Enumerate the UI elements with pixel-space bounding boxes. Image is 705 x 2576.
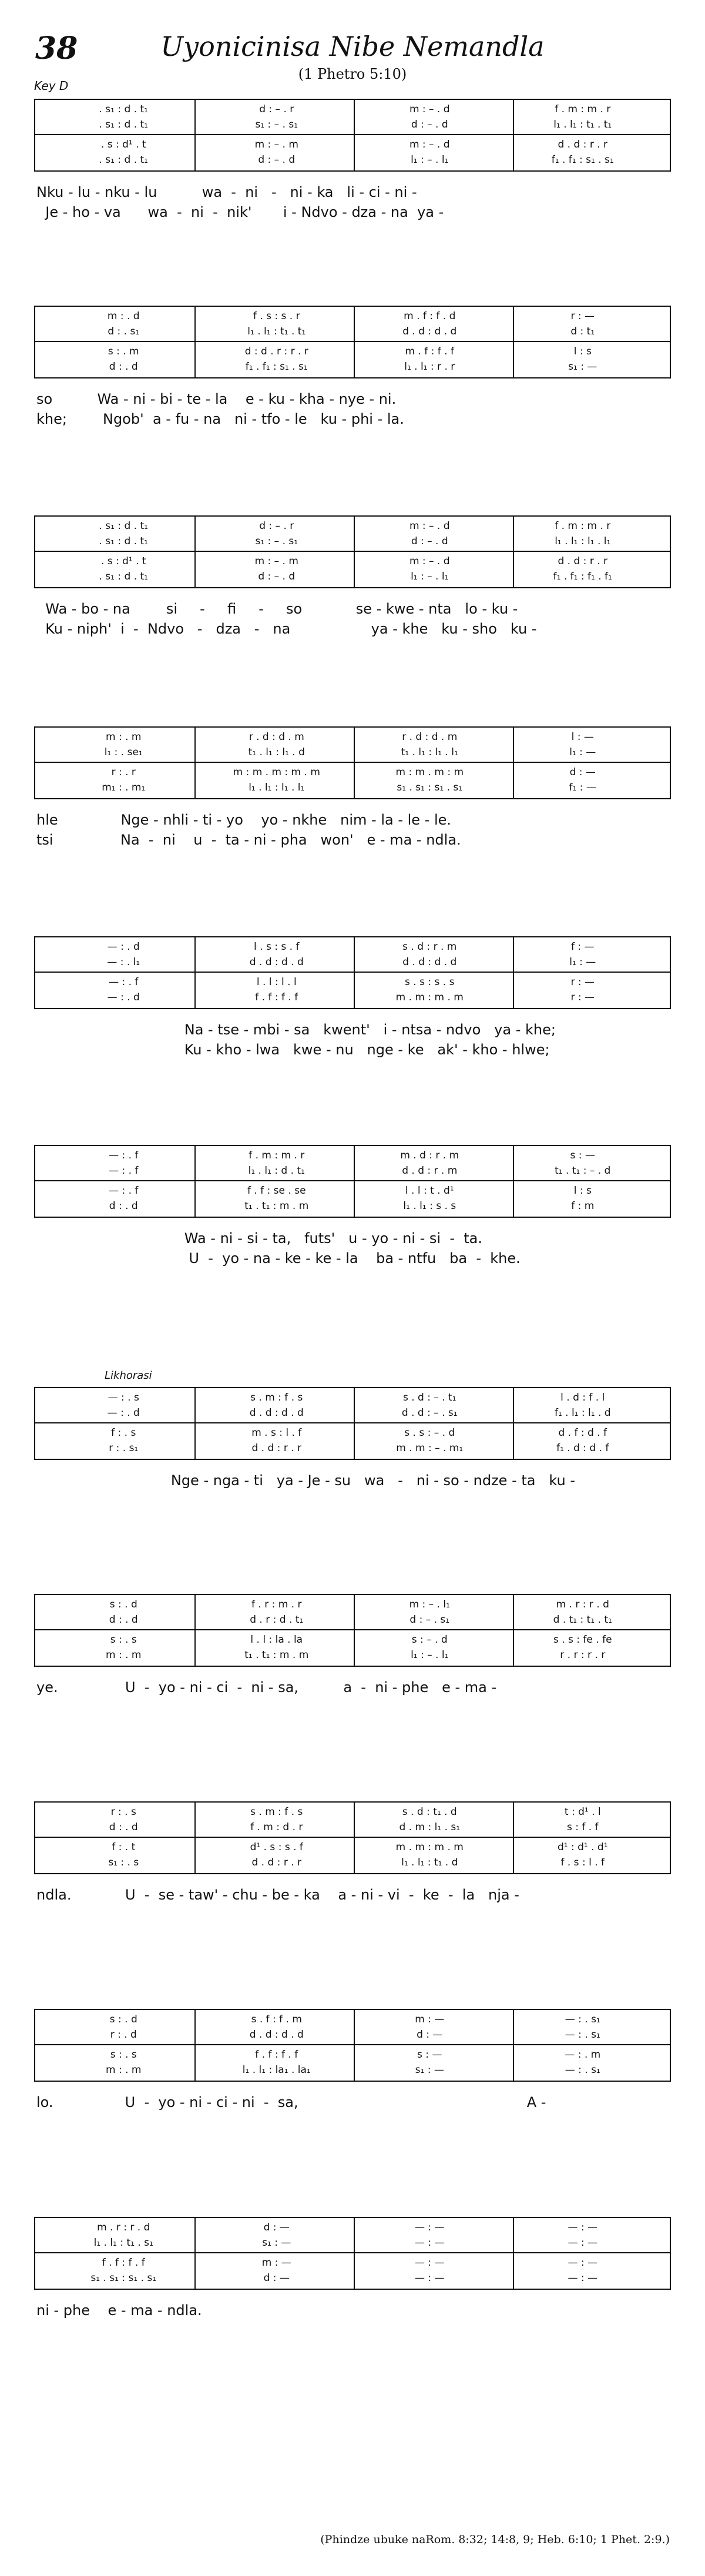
measure-notes: d¹ . s : s . f bbox=[250, 1841, 303, 1853]
measure-notes: d : — bbox=[569, 766, 596, 778]
measure-notes: — : . f bbox=[109, 1150, 139, 1161]
measure-notes: s . s : fe . fe bbox=[553, 1634, 612, 1646]
measure-notes: l . d : f . l bbox=[560, 1392, 605, 1403]
measure-notes: m . m : m . m bbox=[395, 1841, 464, 1853]
notation-staff bbox=[34, 2217, 671, 2290]
measure-notes: l₁ . l₁ : s . s bbox=[403, 1200, 456, 1212]
measure-notes: f . m : d . r bbox=[250, 1821, 303, 1833]
measure-notes: — : . d bbox=[107, 991, 140, 1003]
music-system bbox=[34, 2009, 671, 2112]
measure-notes: . s₁ : d . t₁ bbox=[99, 103, 148, 115]
voice-line bbox=[35, 344, 670, 359]
notation-staff bbox=[34, 306, 671, 378]
lyric-line: Je - ho - va wa - ni - nik' i - Ndvo - dza - na ya - bbox=[36, 204, 444, 220]
measure-notes: d : . s₁ bbox=[108, 326, 140, 337]
lyric-line: U - yo - na - ke - ke - la ba - ntfu ba - khe. bbox=[36, 1250, 521, 1267]
voice-line bbox=[35, 324, 670, 339]
lyric-line: ndla. U - se - taw' - chu - be - ka a - ni - vi - ke - la nja - bbox=[36, 1887, 519, 1903]
measure-notes: m . r : r . d bbox=[556, 1599, 609, 1610]
measure-notes: . s₁ : d . t₁ bbox=[99, 571, 148, 582]
measure-notes: d : – . s₁ bbox=[409, 1614, 450, 1626]
voice-line bbox=[35, 534, 670, 548]
notation-staff bbox=[34, 1594, 671, 1667]
measure-notes: — : . s₁ bbox=[565, 2014, 600, 2025]
measure-notes: — : — bbox=[568, 2222, 598, 2233]
measure-notes: — : — bbox=[414, 2272, 445, 2284]
voice-line bbox=[35, 2220, 670, 2235]
voice-line bbox=[35, 153, 670, 167]
measure-notes: r : . s₁ bbox=[109, 1442, 139, 1454]
measure-notes: m : — bbox=[261, 2257, 291, 2269]
measure-notes: d . d : d . d bbox=[402, 326, 457, 337]
voice-line bbox=[35, 2063, 670, 2077]
measure-notes: s . d : – . t₁ bbox=[402, 1392, 456, 1403]
measure-notes: l₁ . l₁ : t₁ . d bbox=[401, 1857, 458, 1868]
voice-line bbox=[35, 360, 670, 374]
measure-notes: d : – . d bbox=[258, 571, 296, 582]
measure-notes: d . d : d . d bbox=[249, 956, 304, 968]
measure-notes: — : — bbox=[568, 2257, 598, 2269]
measure-notes: s . s : s . s bbox=[405, 976, 455, 988]
measure-notes: m . f : f . f bbox=[405, 346, 454, 357]
music-system bbox=[34, 99, 671, 222]
measure-notes: s₁ : — bbox=[568, 361, 597, 373]
notation-staff bbox=[34, 1145, 671, 1218]
measure-notes: f . s : l . f bbox=[560, 1857, 605, 1868]
voice-line bbox=[35, 1820, 670, 1834]
measure-notes: d : . d bbox=[109, 1200, 138, 1212]
brace-divider bbox=[35, 972, 670, 973]
voice-line bbox=[35, 1199, 670, 1213]
measure-notes: s : . d bbox=[109, 1599, 137, 1610]
measure-notes: s₁ . s₁ : s₁ . s₁ bbox=[90, 2272, 157, 2284]
measure-notes: f . f : se . se bbox=[247, 1185, 306, 1197]
measure-notes: — : — bbox=[414, 2237, 445, 2249]
voice-line bbox=[35, 2012, 670, 2026]
notation-staff bbox=[34, 1801, 671, 1874]
brace-divider bbox=[35, 2252, 670, 2253]
measure-notes: d : . d bbox=[109, 1614, 138, 1626]
measure-notes: d : — bbox=[263, 2272, 290, 2284]
measure-notes: m : . m bbox=[106, 2064, 142, 2076]
measure-notes: — : . s₁ bbox=[565, 2064, 600, 2076]
measure-notes: s₁ : – . s₁ bbox=[255, 535, 298, 547]
scripture-reference: (1 Phetro 5:10) bbox=[298, 66, 407, 82]
measure-notes: f : . s bbox=[111, 1427, 136, 1439]
measure-notes: r : — bbox=[570, 310, 595, 322]
lyric-line: Ku - niph' i - Ndvo - dza - na ya - khe ku - sho ku - bbox=[36, 621, 537, 637]
notation-staff bbox=[34, 2009, 671, 2082]
measure-notes: . s₁ : d . t₁ bbox=[99, 535, 148, 547]
measure-notes: f . s : s . r bbox=[253, 310, 300, 322]
measure-notes: s . d : t₁ . d bbox=[402, 1806, 457, 1818]
measure-notes: l : s bbox=[573, 1185, 592, 1197]
measure-notes: l₁ . l₁ : t₁ . t₁ bbox=[553, 119, 612, 130]
measure-notes: d¹ : d¹ . d¹ bbox=[557, 1841, 608, 1853]
voice-line bbox=[35, 519, 670, 533]
measure-notes: f₁ . l₁ : l₁ . d bbox=[554, 1407, 611, 1419]
measure-notes: . s₁ : d . t₁ bbox=[99, 119, 148, 130]
voice-line bbox=[35, 1148, 670, 1163]
measure-notes: s . d : r . m bbox=[402, 941, 457, 953]
measure-notes: — : — bbox=[568, 2237, 598, 2249]
voice-line bbox=[35, 2236, 670, 2250]
measure-notes: d : – . r bbox=[259, 103, 294, 115]
measure-notes: d . r : d . t₁ bbox=[250, 1614, 304, 1626]
section-label: Likhorasi bbox=[105, 1369, 152, 1382]
measure-notes: m : – . d bbox=[409, 555, 450, 567]
measure-notes: s₁ : — bbox=[415, 2064, 444, 2076]
measure-notes: l₁ : – . l₁ bbox=[411, 1649, 449, 1661]
voice-line bbox=[35, 1840, 670, 1854]
measure-notes: m : – . l₁ bbox=[409, 1599, 450, 1610]
measure-notes: f₁ . d : d . f bbox=[556, 1442, 609, 1454]
voice-line bbox=[35, 2256, 670, 2270]
measure-notes: l . l : la . la bbox=[250, 1634, 303, 1646]
measure-notes: d : — bbox=[417, 2029, 443, 2041]
lyric-line: Ku - kho - lwa kwe - nu nge - ke ak' - kho - hlwe; bbox=[36, 1041, 550, 1058]
measure-notes: . s : d¹ . t bbox=[100, 139, 146, 150]
measure-notes: d . d : – . s₁ bbox=[401, 1407, 458, 1419]
music-system bbox=[34, 2217, 671, 2320]
brace-divider bbox=[35, 1180, 670, 1181]
measure-notes: — : . f bbox=[109, 1165, 139, 1177]
measure-notes: f . r : m . r bbox=[251, 1599, 302, 1610]
lyric-line: ni - phe e - ma - ndla. bbox=[36, 2302, 202, 2319]
brace-divider bbox=[35, 1629, 670, 1630]
measure-notes: f : m bbox=[571, 1200, 595, 1212]
voice-line bbox=[35, 570, 670, 584]
measure-notes: d . t₁ : t₁ . t₁ bbox=[553, 1614, 612, 1626]
notation-staff bbox=[34, 515, 671, 588]
measure-notes: l : — bbox=[571, 731, 594, 743]
measure-notes: t₁ . t₁ : m . m bbox=[244, 1649, 309, 1661]
measure-notes: t₁ . t₁ : m . m bbox=[244, 1200, 309, 1212]
measure-notes: m : – . m bbox=[254, 139, 298, 150]
voice-line bbox=[35, 554, 670, 568]
measure-notes: m : – . d bbox=[409, 520, 450, 532]
measure-notes: d : d . r : r . r bbox=[244, 346, 308, 357]
measure-notes: m . m : – . m₁ bbox=[396, 1442, 464, 1454]
measure-notes: r . r : r . r bbox=[560, 1649, 606, 1661]
brace-divider bbox=[35, 1837, 670, 1838]
measure-notes: m : – . d bbox=[409, 139, 450, 150]
measure-notes: s : . s bbox=[110, 2049, 137, 2061]
hymn-title: Uyonicinisa Nibe Nemandla bbox=[160, 31, 545, 62]
voice-line bbox=[35, 1406, 670, 1420]
music-system bbox=[34, 515, 671, 639]
measure-notes: d . d : r . m bbox=[402, 1165, 458, 1177]
voice-line bbox=[35, 975, 670, 989]
brace-divider bbox=[35, 1422, 670, 1423]
measure-notes: l₁ : — bbox=[569, 956, 596, 968]
brace-divider bbox=[35, 134, 670, 135]
voice-line bbox=[35, 118, 670, 132]
measure-notes: r : . s bbox=[110, 1806, 136, 1818]
measure-notes: m . f : f . d bbox=[404, 310, 456, 322]
measure-notes: — : . f bbox=[109, 1185, 139, 1197]
music-system bbox=[34, 936, 671, 1060]
measure-notes: f₁ . f₁ : s₁ . s₁ bbox=[245, 361, 308, 373]
measure-notes: r : — bbox=[570, 976, 595, 988]
measure-notes: — : — bbox=[414, 2257, 445, 2269]
voice-line bbox=[35, 780, 670, 795]
key-signature: Key D bbox=[34, 79, 69, 93]
measure-notes: t₁ . l₁ : l₁ . d bbox=[248, 746, 305, 758]
measure-notes: t₁ . l₁ : l₁ . l₁ bbox=[401, 746, 458, 758]
measure-notes: l₁ : — bbox=[569, 746, 596, 758]
measure-notes: — : . l₁ bbox=[107, 956, 140, 968]
music-system bbox=[34, 1369, 671, 1490]
measure-notes: f : — bbox=[570, 941, 595, 953]
measure-notes: l₁ . l₁ : d . t₁ bbox=[248, 1165, 305, 1177]
measure-notes: s . m : f . s bbox=[250, 1806, 303, 1818]
measure-notes: f₁ . f₁ : f₁ . f₁ bbox=[553, 571, 612, 582]
measure-notes: l₁ . l₁ : t₁ . s₁ bbox=[93, 2237, 153, 2249]
measure-notes: f . f : f . f bbox=[255, 991, 298, 1003]
music-system bbox=[34, 1801, 671, 1905]
measure-notes: s : . s bbox=[110, 1634, 137, 1646]
voice-line bbox=[35, 309, 670, 323]
lyric-line: lo. U - yo - ni - ci - ni - sa, A - bbox=[36, 2094, 546, 2111]
measure-notes: f . f : f . f bbox=[102, 2257, 145, 2269]
measure-notes: f . m : m . r bbox=[555, 103, 611, 115]
footer-references: (Phindze ubuke naRom. 8:32; 14:8, 9; Heb. 6:10; 1 Phet. 2:9.) bbox=[320, 2533, 670, 2546]
measure-notes: d . d : d . d bbox=[402, 956, 457, 968]
measure-notes: s : . m bbox=[108, 346, 139, 357]
measure-notes: d : – . d bbox=[411, 535, 448, 547]
voice-line bbox=[35, 1613, 670, 1627]
measure-notes: m : . d bbox=[107, 310, 140, 322]
measure-notes: — : . d bbox=[107, 941, 140, 953]
voice-line bbox=[35, 990, 670, 1004]
measure-notes: r . d : d . m bbox=[402, 731, 458, 743]
measure-notes: l . l : l . l bbox=[256, 976, 297, 988]
measure-notes: d . d : r . r bbox=[558, 555, 608, 567]
measure-notes: l₁ . l₁ : t₁ . t₁ bbox=[247, 326, 306, 337]
measure-notes: r : — bbox=[570, 991, 595, 1003]
measure-notes: m : – . m bbox=[254, 555, 298, 567]
measure-notes: m : m . m : m . m bbox=[233, 766, 320, 778]
voice-line bbox=[35, 1426, 670, 1440]
measure-notes: — : . f bbox=[109, 976, 139, 988]
voice-line bbox=[35, 2048, 670, 2062]
measure-notes: m . s : l . f bbox=[251, 1427, 302, 1439]
measure-notes: — : . d bbox=[107, 1407, 140, 1419]
measure-notes: . s : d¹ . t bbox=[100, 555, 146, 567]
measure-notes: l₁ . l₁ : la₁ . la₁ bbox=[242, 2064, 311, 2076]
voice-line bbox=[35, 138, 670, 152]
measure-notes: d . d : d . d bbox=[249, 2029, 304, 2041]
measure-notes: l . l : t . d¹ bbox=[405, 1185, 454, 1197]
measure-notes: m : — bbox=[415, 2014, 445, 2025]
measure-notes: d : . d bbox=[109, 361, 138, 373]
measure-notes: s . f : f . m bbox=[251, 2014, 302, 2025]
measure-notes: — : — bbox=[414, 2222, 445, 2233]
music-system bbox=[34, 1594, 671, 1697]
lyric-line: Nku - lu - nku - lu wa - ni - ni - ka li - ci - ni - bbox=[36, 184, 417, 200]
measure-notes: s : — bbox=[417, 2049, 442, 2061]
measure-notes: — : — bbox=[568, 2272, 598, 2284]
measure-notes: m₁ : . m₁ bbox=[102, 782, 146, 793]
measure-notes: r . d : d . m bbox=[249, 731, 304, 743]
lyric-line: ye. U - yo - ni - ci - ni - sa, a - ni - phe e - ma - bbox=[36, 1679, 497, 1696]
voice-line bbox=[35, 955, 670, 969]
lyric-line: tsi Na - ni u - ta - ni - pha won' e - ma - ndla. bbox=[36, 832, 461, 848]
measure-notes: m : – . d bbox=[409, 103, 450, 115]
measure-notes: m : m . m : m bbox=[395, 766, 464, 778]
measure-notes: l : s bbox=[573, 346, 592, 357]
measure-notes: s₁ : — bbox=[262, 2237, 291, 2249]
music-system bbox=[34, 726, 671, 850]
measure-notes: d : – . d bbox=[258, 154, 296, 166]
voice-line bbox=[35, 1648, 670, 1662]
brace-divider bbox=[35, 551, 670, 552]
brace-divider bbox=[35, 2044, 670, 2045]
measure-notes: d . d : d . d bbox=[249, 1407, 304, 1419]
measure-notes: s : . d bbox=[109, 2014, 137, 2025]
voice-line bbox=[35, 1164, 670, 1178]
measure-notes: f : . t bbox=[112, 1841, 136, 1853]
measure-notes: f . m : m . r bbox=[249, 1150, 305, 1161]
measure-notes: r : . r bbox=[111, 766, 136, 778]
notation-staff bbox=[34, 99, 671, 172]
voice-line bbox=[35, 2028, 670, 2042]
voice-line bbox=[35, 1441, 670, 1455]
lyric-line: khe; Ngob' a - fu - na ni - tfo - le ku - phi - la. bbox=[36, 411, 404, 427]
measure-notes: l₁ . l₁ : l₁ . l₁ bbox=[249, 782, 305, 793]
measure-notes: m . r : r . d bbox=[97, 2222, 150, 2233]
measure-notes: t : d¹ . l bbox=[564, 1806, 601, 1818]
measure-notes: l₁ : – . l₁ bbox=[411, 571, 449, 582]
measure-notes: d : . d bbox=[109, 1821, 138, 1833]
measure-notes: s₁ . s₁ : s₁ . s₁ bbox=[397, 782, 463, 793]
measure-notes: d . d : r . r bbox=[558, 139, 608, 150]
voice-line bbox=[35, 730, 670, 744]
music-system bbox=[34, 306, 671, 429]
measure-notes: d . m : l₁ . s₁ bbox=[399, 1821, 461, 1833]
measure-notes: s . s : – . d bbox=[404, 1427, 455, 1439]
notation-staff bbox=[34, 1387, 671, 1460]
voice-line bbox=[35, 1855, 670, 1870]
measure-notes: d . f : d . f bbox=[558, 1427, 607, 1439]
measure-notes: s₁ : . s bbox=[108, 1857, 139, 1868]
lyric-line: Na - tse - mbi - sa kwent' i - ntsa - ndvo ya - khe; bbox=[36, 1021, 556, 1038]
measure-notes: d : – . d bbox=[411, 119, 448, 130]
voice-line bbox=[35, 1597, 670, 1612]
measure-notes: d : — bbox=[263, 2222, 290, 2233]
measure-notes: d : t₁ bbox=[570, 326, 595, 337]
measure-notes: l₁ : . se₁ bbox=[104, 746, 143, 758]
measure-notes: f₁ : — bbox=[569, 782, 596, 793]
measure-notes: l₁ . l₁ : l₁ . l₁ bbox=[555, 535, 611, 547]
voice-line bbox=[35, 1633, 670, 1647]
measure-notes: s₁ : – . s₁ bbox=[255, 119, 298, 130]
voice-line bbox=[35, 765, 670, 779]
measure-notes: m . m : m . m bbox=[395, 991, 464, 1003]
voice-line bbox=[35, 1391, 670, 1405]
measure-notes: — : . s₁ bbox=[565, 2029, 600, 2041]
measure-notes: s . m : f . s bbox=[250, 1392, 303, 1403]
measure-notes: l₁ : – . l₁ bbox=[411, 154, 449, 166]
voice-line bbox=[35, 1184, 670, 1198]
measure-notes: d : – . r bbox=[259, 520, 294, 532]
measure-notes: . s₁ : d . t₁ bbox=[99, 154, 148, 166]
measure-notes: . s₁ : d . t₁ bbox=[99, 520, 148, 532]
measure-notes: m . d : r . m bbox=[400, 1150, 459, 1161]
lyric-line: so Wa - ni - bi - te - la e - ku - kha - nye - ni. bbox=[36, 391, 397, 407]
lyric-line: Nge - nga - ti ya - Je - su wa - ni - so - ndze - ta ku - bbox=[36, 1472, 576, 1489]
lyric-line: Wa - bo - na si - fi - so se - kwe - nta lo - ku - bbox=[36, 601, 518, 617]
measure-notes: f . m : m . r bbox=[555, 520, 611, 532]
measure-notes: — : . s bbox=[108, 1392, 139, 1403]
measure-notes: — : . m bbox=[565, 2049, 601, 2061]
measure-notes: s : f . f bbox=[566, 1821, 599, 1833]
measure-notes: l . s : s . f bbox=[254, 941, 300, 953]
measure-notes: f₁ . f₁ : s₁ . s₁ bbox=[551, 154, 614, 166]
hymn-number: 38 bbox=[35, 31, 78, 66]
measure-notes: d . d : r . r bbox=[251, 1442, 302, 1454]
measure-notes: s : – . d bbox=[411, 1634, 448, 1646]
lyric-line: hle Nge - nhli - ti - yo yo - nkhe nim - la - le - le. bbox=[36, 812, 452, 828]
measure-notes: t₁ . t₁ : – . d bbox=[555, 1165, 611, 1177]
lyric-line: Wa - ni - si - ta, futs' u - yo - ni - si - ta. bbox=[36, 1230, 482, 1247]
measure-notes: f . f : f . f bbox=[255, 2049, 298, 2061]
voice-line bbox=[35, 102, 670, 116]
voice-line bbox=[35, 745, 670, 759]
music-system bbox=[34, 1145, 671, 1268]
brace-divider bbox=[35, 341, 670, 342]
measure-notes: d . d : r . r bbox=[251, 1857, 302, 1868]
measure-notes: m : . m bbox=[106, 1649, 142, 1661]
measure-notes: l₁ . l₁ : r . r bbox=[404, 361, 455, 373]
brace-divider bbox=[35, 762, 670, 763]
notation-staff bbox=[34, 726, 671, 799]
measure-notes: s : — bbox=[570, 1150, 595, 1161]
voice-line bbox=[35, 2271, 670, 2285]
measure-notes: r : . d bbox=[110, 2029, 137, 2041]
notation-staff bbox=[34, 936, 671, 1009]
voice-line bbox=[35, 940, 670, 954]
voice-line bbox=[35, 1805, 670, 1819]
measure-notes: m : . m bbox=[106, 731, 142, 743]
